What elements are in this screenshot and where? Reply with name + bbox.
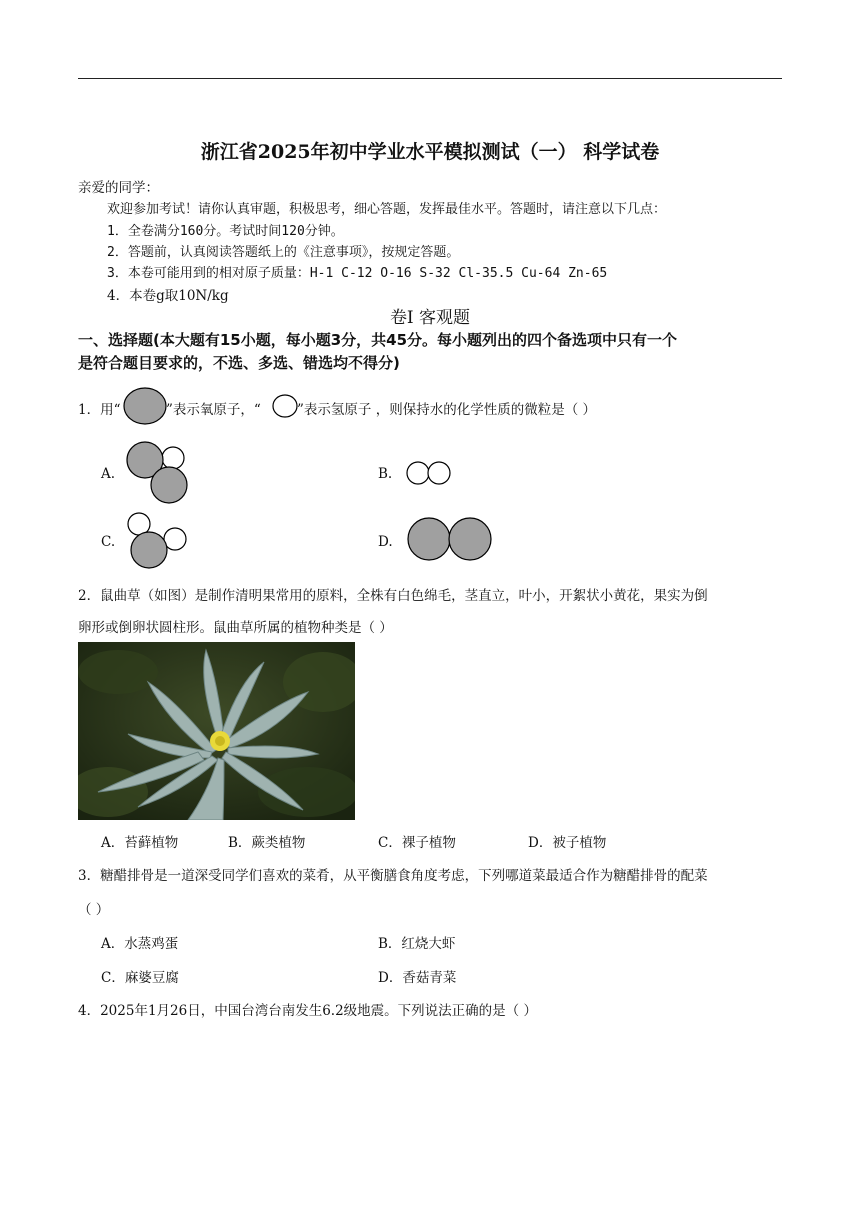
q3-option-d[interactable]: D．香菇青菜	[378, 970, 457, 986]
section-title: 卷Ⅰ 客观题	[389, 308, 471, 328]
q2-option-d[interactable]: D．被子植物	[528, 835, 607, 851]
q1-option-a-label[interactable]: A.	[101, 466, 116, 482]
oxygen-atom-legend	[122, 386, 168, 426]
q1-option-b-label[interactable]: B.	[378, 466, 393, 482]
q3-option-b[interactable]: B．红烧大虾	[378, 936, 456, 952]
q2-option-b[interactable]: B．蕨类植物	[228, 835, 306, 851]
molecule-d-icon	[406, 517, 494, 563]
q2-line1: 2．鼠曲草（如图）是制作清明果常用的原料，全株有白色绵毛，茎直立，叶小，开絮状小黄花，果实为倒	[78, 588, 708, 604]
hydrogen-atom-legend	[270, 393, 300, 419]
part1-heading-line1: 一、选择题(本大题有15小题，每小题3分，共45分。每小题列出的四个备选项中只有一个	[78, 331, 678, 349]
molecule-c-icon	[124, 512, 194, 572]
q1-option-d-label[interactable]: D.	[378, 534, 393, 550]
q1-option-c-label[interactable]: C.	[101, 534, 116, 550]
q2-option-c[interactable]: C．裸子植物	[378, 835, 456, 851]
cudweed-plant-photo	[78, 642, 355, 820]
page-title: 浙江省2025年初中学业水平模拟测试（一） 科学试卷	[200, 141, 660, 163]
q2-option-a[interactable]: A．苔藓植物	[101, 835, 179, 851]
note-1: 1．全卷满分160分。考试时间120分钟。	[107, 224, 344, 239]
molecule-a-icon	[122, 440, 192, 506]
note-4: 4．本卷g取10N/kg	[107, 288, 229, 304]
molecule-b-icon	[405, 460, 453, 486]
q1-mid: ”表示氧原子，“	[166, 402, 261, 418]
q3-option-a[interactable]: A．水蒸鸡蛋	[101, 936, 179, 952]
q2-line2: 卵形或倒卵状圆柱形。鼠曲草所属的植物种类是（ ）	[78, 620, 393, 636]
note-3: 3．本卷可能用到的相对原子质量：H-1 C-12 O-16 S-32 Cl-35.5 Cu-64 Zn-65	[107, 266, 608, 281]
q4-line1: 4．2025年1月26日，中国台湾台南发生6.2级地震。下列说法正确的是（ ）	[78, 1003, 537, 1019]
q1-suffix: ”表示氢原子 ，则保持水的化学性质的微粒是（ ）	[297, 402, 596, 418]
q3-option-c[interactable]: C．麻婆豆腐	[101, 970, 179, 986]
part1-heading-line2: 是符合题目要求的，不选、多选、错选均不得分)	[78, 354, 400, 372]
greeting: 亲爱的同学：	[78, 180, 159, 196]
q3-line2: （ ）	[78, 902, 110, 918]
header-rule	[78, 78, 782, 79]
note-2: 2．答题前，认真阅读答题纸上的《注意事项》，按规定答题。	[107, 245, 460, 260]
intro-text: 欢迎参加考试！请你认真审题，积极思考，细心答题，发挥最佳水平。答题时，请注意以下几点：	[107, 202, 667, 217]
q1-prefix: 1．用“	[78, 402, 121, 418]
q3-line1: 3．糖醋排骨是一道深受同学们喜欢的菜肴，从平衡膳食角度考虑，下列哪道菜最适合作为糖醋排骨的配菜	[78, 868, 708, 884]
